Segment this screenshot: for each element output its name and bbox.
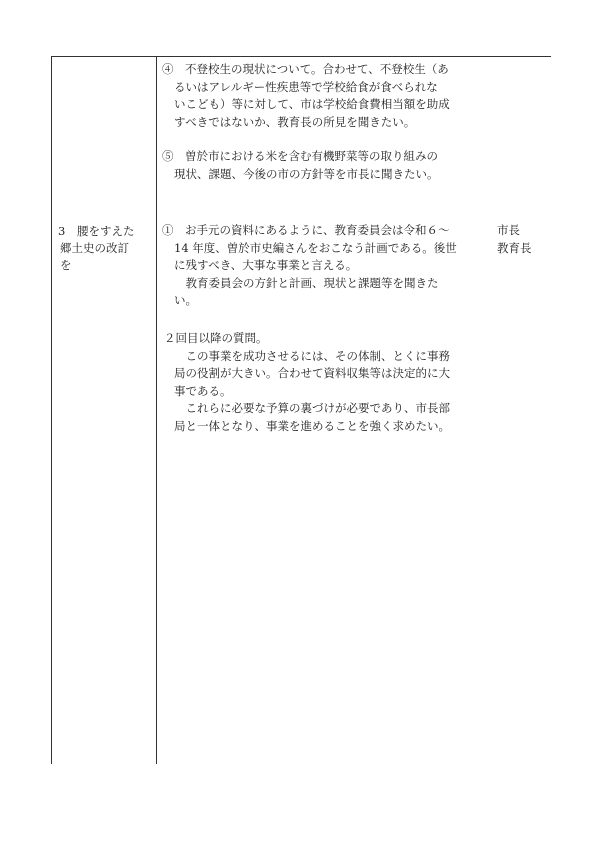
item1-line-3: に残すべき、大事な事業と言える。: [174, 258, 358, 272]
topic-title-line-1: 腰をすえた: [77, 224, 135, 238]
topic-title-line-2: 郷土史の改訂: [60, 241, 129, 255]
addressee-mayor: 市長: [497, 223, 520, 237]
item1-line-2: 14 年度、曽於市史編さんをおこなう計画である。後世: [174, 240, 457, 255]
followup-line-4: 事である。: [174, 383, 232, 398]
item4-line-4: すべきではないか、教育長の所見を聞きたい。: [174, 114, 416, 129]
followup-questions: [164, 330, 450, 435]
table-top-border: [51, 56, 551, 57]
item1-line-1: ① お手元の資料にあるように、教育委員会は令和６～: [162, 223, 450, 237]
question-item-4: [162, 61, 450, 131]
followup-line-2: この事業を成功させるには、その体制、とくに事務: [174, 348, 450, 363]
table-column-divider: [156, 56, 157, 764]
item1-line-5: い。: [174, 293, 197, 307]
item4-line-1: ④ 不登校生の現状について。合わせて、不登校生（あ: [162, 62, 449, 76]
topic-number: 3: [58, 224, 66, 238]
table-left-border: [51, 56, 52, 764]
item4-line-3: いこども）等に対して、市は学校給食費相当額を助成: [174, 97, 450, 111]
item1-line-4: 教育委員会の方針と計画、現状と課題等を聞きた: [174, 275, 439, 290]
followup-line-6: 局と一体となり、事業を進めることを強く求めたい。: [174, 418, 450, 433]
question-item-1: [162, 222, 457, 310]
item5-line-1: ⑤ 曽於市における米を含む有機野菜等の取り組みの: [162, 149, 438, 163]
item4-line-2: るいはアレルギー性疾患等で学校給食が食べられな: [174, 79, 438, 94]
followup-line-3: 局の役割が大きい。合わせて資料収集等は決定的に大: [174, 366, 450, 380]
followup-line-5: これらに必要な予算の裏づけが必要であり、市長部: [174, 401, 450, 415]
followup-line-1: ２回目以降の質問。: [164, 331, 268, 345]
addressee-superintendent: 教育長: [497, 241, 532, 255]
question-item-5: [162, 148, 439, 183]
item5-line-2: 現状、課題、今後の市の方針等を市長に聞きたい。: [174, 166, 439, 181]
topic-title-line-3: を: [60, 258, 72, 272]
